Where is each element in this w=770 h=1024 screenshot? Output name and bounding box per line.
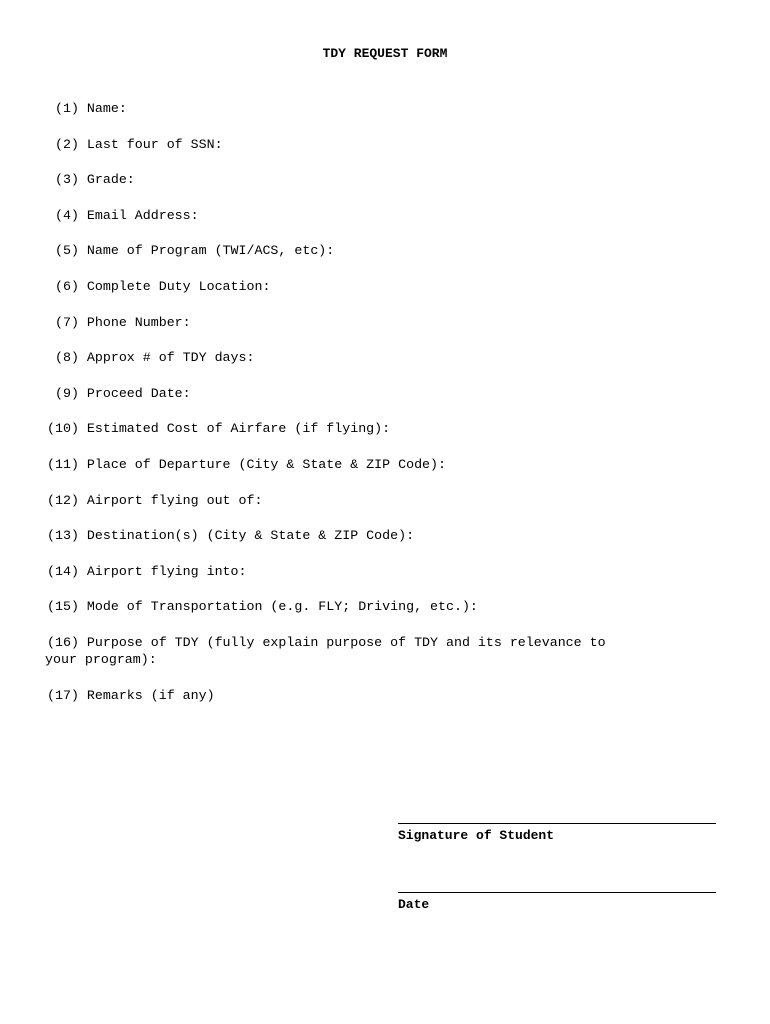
field-label-continuation: your program): — [45, 651, 157, 667]
field-label: Email Address: — [86, 207, 199, 223]
field-label: Estimated Cost of Airfare (if flying): — [86, 421, 391, 437]
field-label: Last four of SSN: — [86, 136, 223, 152]
field-number: (17) — [47, 687, 79, 703]
field-number: (13) — [47, 528, 79, 544]
field-transport-mode — [47, 598, 727, 634]
field-label: Remarks (if any) — [86, 687, 215, 703]
field-label: Complete Duty Location: — [86, 278, 271, 294]
date-line — [398, 892, 716, 893]
date-label: Date — [398, 897, 430, 912]
form-title: TDY REQUEST FORM — [322, 46, 448, 61]
field-ssn — [47, 136, 727, 172]
field-name — [47, 100, 727, 136]
field-remarks — [47, 687, 727, 723]
field-number: (10) — [47, 421, 79, 437]
field-number: (9) — [47, 385, 79, 401]
field-number: (14) — [47, 563, 79, 579]
field-label: Name: — [86, 101, 127, 116]
field-number: (16) — [47, 634, 79, 650]
field-destination — [47, 527, 727, 563]
field-number: (11) — [47, 456, 79, 472]
field-phone — [47, 314, 727, 350]
student-signature-block — [398, 823, 716, 844]
field-label: Grade: — [86, 172, 135, 188]
field-number: (5) — [47, 243, 79, 259]
form-field-list — [47, 100, 727, 723]
field-number: (8) — [47, 350, 79, 366]
field-number: (15) — [47, 599, 79, 615]
field-label: Proceed Date: — [86, 385, 191, 401]
field-duty-location — [47, 278, 727, 314]
field-label: Phone Number: — [86, 314, 191, 330]
field-proceed-date — [47, 385, 727, 421]
field-grade — [47, 171, 727, 207]
field-number: (7) — [47, 314, 79, 330]
signature-label: Signature of Student — [398, 828, 555, 843]
date-block — [398, 892, 716, 913]
field-label: Destination(s) (City & State & ZIP Code): — [86, 528, 415, 544]
field-label: Airport flying out of: — [86, 492, 263, 508]
field-label: Purpose of TDY (fully explain purpose of TDY and its relevance to — [86, 634, 606, 650]
field-email — [47, 207, 727, 243]
signature-line — [398, 823, 716, 824]
field-departure-place — [47, 456, 727, 492]
field-number: (3) — [47, 172, 79, 188]
field-label: Airport flying into: — [86, 563, 247, 579]
field-number: (1) — [47, 101, 79, 116]
field-label: Name of Program (TWI/ACS, etc): — [86, 243, 335, 259]
field-number: (6) — [47, 278, 79, 294]
field-purpose — [47, 634, 727, 687]
field-number: (4) — [47, 207, 79, 223]
field-program — [47, 242, 727, 278]
field-number: (12) — [47, 492, 79, 508]
field-number: (2) — [47, 136, 79, 152]
field-departure-airport — [47, 492, 727, 528]
field-label: Mode of Transportation (e.g. FLY; Driving, etc.): — [86, 599, 478, 615]
field-label: Place of Departure (City & State & ZIP Code): — [86, 456, 446, 472]
field-label: Approx # of TDY days: — [86, 350, 255, 366]
field-arrival-airport — [47, 563, 727, 599]
field-tdy-days — [47, 349, 727, 385]
field-airfare-cost — [47, 420, 727, 456]
